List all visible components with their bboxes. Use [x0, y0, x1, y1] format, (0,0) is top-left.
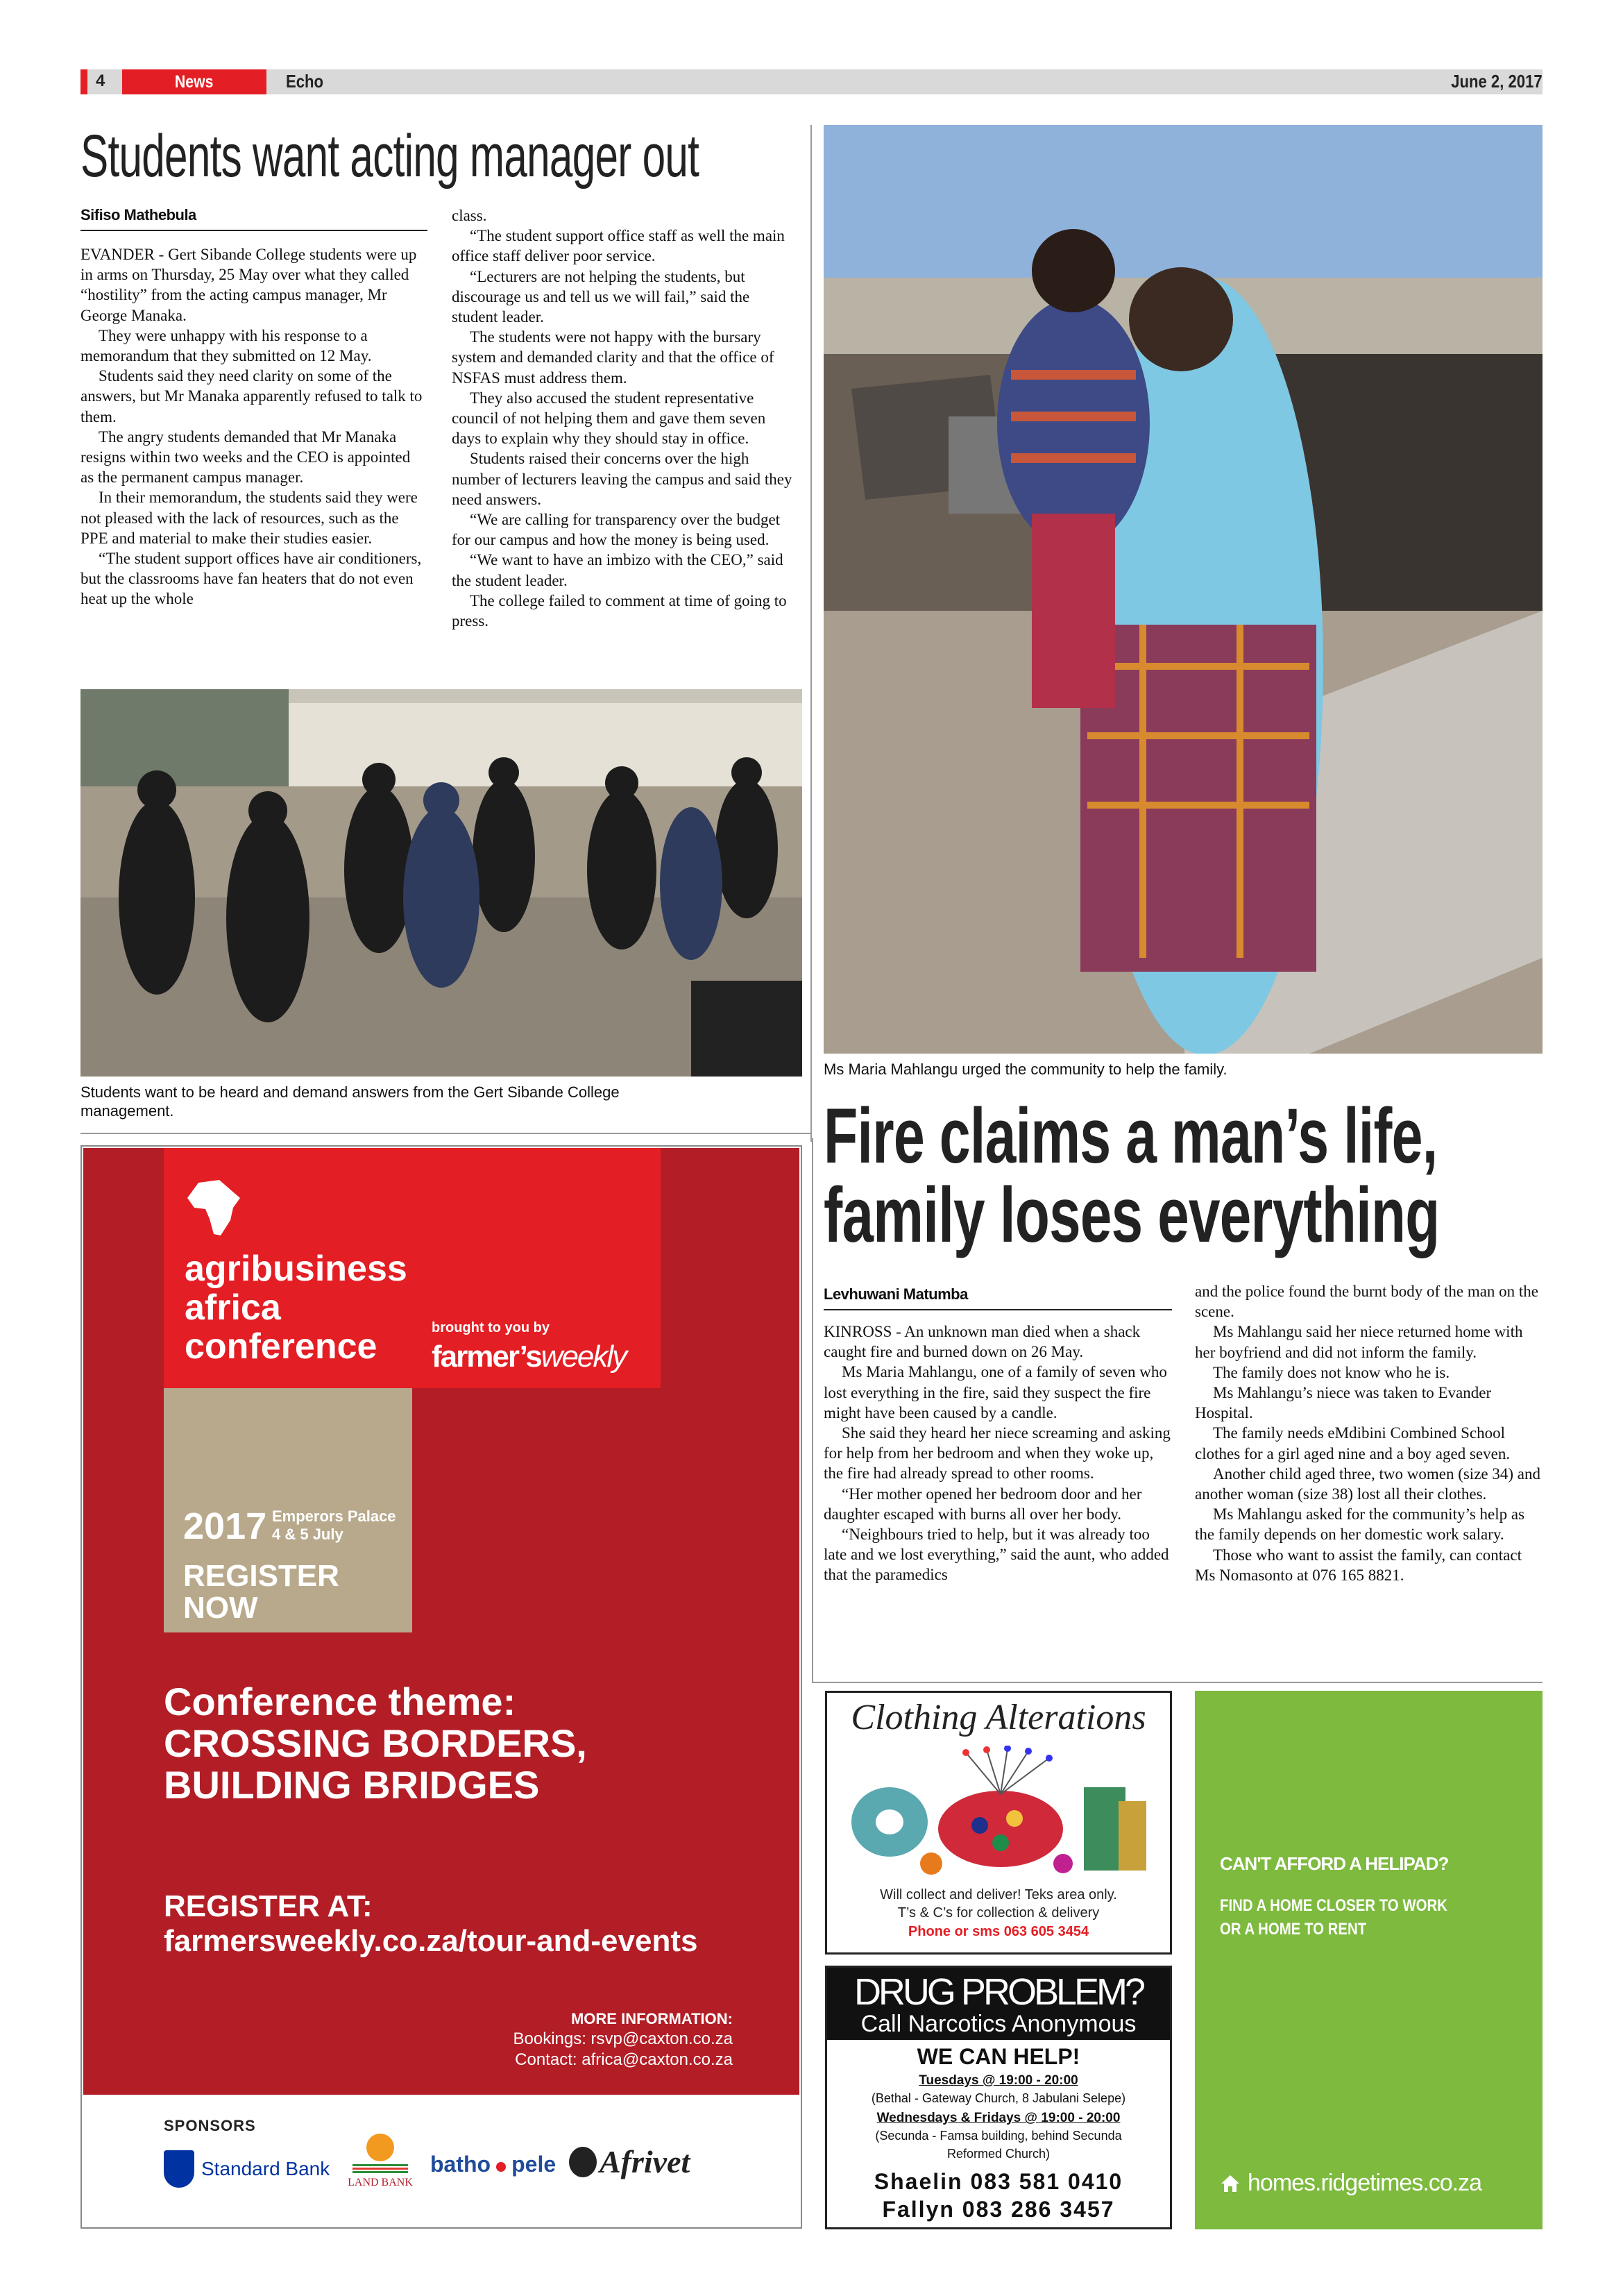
paragraph: “The student support offices have air conditioners, but the classrooms have fan heaters that do not even heat up the whole	[80, 550, 422, 608]
homes-ad	[1195, 1691, 1543, 2229]
homes-url-row[interactable]	[1220, 2170, 1481, 2197]
paragraph: KINROSS - An unknown man died when a shack caught fire and burned down on 26 May.	[824, 1323, 1141, 1361]
paragraph: “Neighbours tried to help, but it was already too late and we lost everything,” said the aunt, who added that the paramedics	[824, 1526, 1169, 1584]
contact-fallyn[interactable]: Fallyn 083 286 3457	[882, 2197, 1115, 2222]
paragraph: They were unhappy with his response to a memorandum that they submitted on 12 May.	[80, 326, 372, 365]
fire-photo-illustration	[824, 125, 1543, 1054]
paragraph: “We are calling for transparency over the budget for our campus and how the money is being used.	[452, 511, 781, 549]
header-red-marker	[80, 69, 87, 94]
schedule-1: Tuesdays @ 19:00 - 20:00	[919, 2073, 1078, 2088]
paragraph: Ms Mahlangu asked for the community’s help as the family depends on her domestic work salary.	[1195, 1505, 1525, 1544]
issue-date	[1334, 71, 1543, 92]
agri-dates: 4 & 5 July	[272, 1526, 343, 1543]
headline-text: Students want acting manager out	[80, 123, 699, 189]
paragraph: The family needs eMdibini Combined School clothes for a girl aged nine and a boy aged seven.	[1195, 1424, 1511, 1462]
register-now-line1: REGISTER	[183, 1559, 339, 1593]
schedule-2-location-2: Reformed Church)	[946, 2147, 1051, 2161]
agri-ad	[83, 1148, 799, 2095]
paragraph: The angry students demanded that Mr Manaka resigns within two weeks and the CEO is appointed as the permanent campus manager.	[80, 428, 411, 487]
helipad-headline: CAN'T AFFORD A HELIPAD?	[1220, 1853, 1449, 1874]
farmers-weekly-logo	[432, 1340, 626, 1374]
paragraph: Ms Maria Mahlangu, one of a family of seven who lost everything in the fire, said they suspect the fire might have been caused by a candle.	[824, 1363, 1167, 1421]
fire-article-border-left	[812, 1138, 813, 1683]
fire-photo-caption: Ms Maria Mahlangu urged the community to help the family.	[824, 1061, 1227, 1078]
brought-by-label: brought to you by	[432, 1320, 550, 1335]
home-icon	[1220, 2174, 1241, 2193]
agri-venue: Emperors Palace	[272, 1508, 396, 1525]
sewing-supplies-illustration	[841, 1746, 1156, 1877]
standard-bank-logo	[164, 2150, 330, 2188]
batho-text: batho	[430, 2152, 491, 2177]
agri-year: 2017	[183, 1505, 267, 1547]
paragraph: Those who want to assist the family, can contact Ms Nomasonto at 076 165 8821.	[1195, 1546, 1522, 1584]
paragraph: Ms Mahlangu’s niece was taken to Evander Hospital.	[1195, 1384, 1492, 1422]
paragraph: Another child aged three, two women (size 34) and another woman (size 38) lost all their clothes.	[1195, 1464, 1540, 1503]
theme-line1: Conference theme:	[164, 1680, 516, 1723]
theme-line2: CROSSING BORDERS,	[164, 1721, 587, 1765]
agri-register-block	[164, 1388, 412, 1632]
register-now-line2: NOW	[183, 1591, 258, 1625]
agri-title-line1: agribusiness	[185, 1249, 407, 1289]
schedule-2: Wednesdays & Fridays @ 19:00 - 20:00	[876, 2111, 1121, 2125]
paragraph: “The student support office staff as well the main office staff deliver poor service.	[452, 227, 785, 265]
batho-dot-icon	[496, 2162, 506, 2172]
shield-icon	[164, 2150, 194, 2188]
clothing-phone[interactable]: Phone or sms 063 605 3454	[908, 1924, 1089, 1939]
clothing-ad	[825, 1691, 1172, 1955]
paragraph: “We want to have an imbizo with the CEO,” said the student leader.	[452, 551, 783, 589]
section-divider	[80, 1133, 810, 1134]
we-can-help: WE CAN HELP!	[917, 2044, 1080, 2069]
land-bank-logo	[346, 2134, 415, 2189]
brand-part-b: weekly	[541, 1340, 627, 1374]
paragraph: class.	[452, 207, 487, 224]
publication-name: Echo	[286, 71, 324, 92]
article-column-1	[80, 244, 427, 609]
paragraph: The students were not happy with the bursary system and demanded clarity and that the office of NSFAS must address them.	[452, 328, 774, 387]
homes-url[interactable]: homes.ridgetimes.co.za	[1248, 2170, 1482, 2196]
paragraph: Students raised their concerns over the high number of lecturers leaving the campus and said they need answers.	[452, 450, 792, 508]
batho-pele-logo	[430, 2152, 556, 2177]
article-headline	[80, 122, 913, 192]
register-at-label: REGISTER AT:	[164, 1889, 373, 1923]
paragraph: The family does not know who he is.	[1213, 1363, 1450, 1381]
theme-line3: BUILDING BRIDGES	[164, 1763, 540, 1807]
register-url[interactable]: farmersweekly.co.za/tour-and-events	[164, 1924, 698, 1958]
drug-ad-header	[827, 1968, 1170, 2040]
homes-line2: OR A HOME TO RENT	[1220, 1920, 1367, 1939]
drug-title: DRUG PROBLEM?	[853, 1971, 1144, 2013]
paragraph: She said they heard her niece screaming and asking for help from her bedroom and when they woke up, the fire had already spread to other rooms.	[824, 1424, 1171, 1483]
brand-part-a: farmer’s	[432, 1340, 541, 1374]
students-photo-caption: Students want to be heard and demand answers from the Gert Sibande College management.	[80, 1083, 620, 1120]
fire-column-1	[824, 1322, 1172, 1585]
land-bank-text: LAND BANK	[348, 2177, 413, 2188]
fire-headline-line2: family loses everything	[824, 1172, 1440, 1258]
fire-byline: Levhuwani Matumba	[824, 1285, 1172, 1310]
fire-headline	[824, 1097, 1552, 1263]
students-photo	[80, 689, 802, 1077]
afrivet-logo	[569, 2143, 690, 2180]
article-byline: Sifiso Mathebula	[80, 206, 427, 231]
paragraph: and the police found the burnt body of the man on the scene.	[1195, 1283, 1539, 1321]
drug-subtitle: Call Narcotics Anonymous	[860, 2011, 1137, 2037]
homes-line1: FIND A HOME CLOSER TO WORK	[1220, 1896, 1447, 1915]
article-column-2	[452, 205, 799, 631]
paragraph: In their memorandum, the students said they were not pleased with the lack of resources, such as the PPE and material to make their studies easier.	[80, 489, 418, 547]
fire-column-2	[1195, 1281, 1543, 1585]
africa-icon	[185, 1177, 243, 1240]
schedule-1-location: (Bethal - Gateway Church, 8 Jabulani Selepe)	[871, 2091, 1126, 2105]
paragraph: Students said they need clarity on some of the answers, but Mr Manaka apparently refused to talk to them.	[80, 367, 423, 425]
land-bank-stripes	[352, 2164, 408, 2174]
drug-ad	[825, 1966, 1172, 2229]
clothing-line1: Will collect and deliver! Teks area only.	[880, 1887, 1117, 1902]
column-divider	[810, 125, 812, 1142]
section-tab	[122, 69, 266, 94]
page-number: 4	[96, 71, 105, 90]
contact-shaelin[interactable]: Shaelin 083 581 0410	[874, 2169, 1123, 2194]
paragraph: They also accused the student representative council of not helping them and gave them seven days to explain why they should stay in office.	[452, 389, 766, 448]
section-label: News	[175, 72, 214, 92]
clothing-title: Clothing Alterations	[851, 1698, 1146, 1737]
pele-text: pele	[511, 2152, 556, 2177]
fire-photo	[824, 125, 1543, 1054]
contact-email[interactable]: Contact: africa@caxton.co.za	[515, 2050, 733, 2069]
paragraph: Ms Mahlangu said her niece returned home with her boyfriend and did not inform the family.	[1195, 1323, 1523, 1361]
sun-icon	[366, 2134, 394, 2161]
agri-title-block	[164, 1148, 661, 1388]
bookings-email[interactable]: Bookings: rsvp@caxton.co.za	[513, 2029, 733, 2048]
sponsors-label: SPONSORS	[164, 2117, 256, 2134]
paragraph: “Her mother opened her bedroom door and her daughter escaped with burns all over her body.	[824, 1485, 1142, 1523]
paragraph: The college failed to comment at time of going to press.	[452, 591, 787, 630]
fire-article-border-bottom	[812, 1682, 1543, 1683]
clothing-line2: T’s & C’s for collection & delivery	[897, 1905, 1100, 1921]
standard-bank-text: Standard Bank	[201, 2158, 330, 2179]
students-photo-illustration	[80, 689, 802, 1077]
issue-date-text: June 2, 2017	[1451, 71, 1543, 92]
fire-headline-line1: Fire claims a man’s life,	[824, 1097, 1438, 1179]
more-info-label: MORE INFORMATION:	[570, 2010, 733, 2027]
paragraph: “Lecturers are not helping the students, but discourage us and tell us we will fail,” said the student leader.	[452, 267, 750, 326]
agri-title-line2: africa	[185, 1288, 281, 1328]
schedule-2-location-1: (Secunda - Famsa building, behind Secunda	[875, 2129, 1122, 2143]
agri-title-line3: conference	[185, 1326, 377, 1367]
afrivet-emblem-icon	[569, 2147, 597, 2177]
paragraph: EVANDER - Gert Sibande College students were up in arms on Thursday, 25 May over what they called “hostility” from the acting campus manager, Mr George Manaka.	[80, 246, 417, 324]
afrivet-text: Afrivet	[600, 2144, 690, 2179]
